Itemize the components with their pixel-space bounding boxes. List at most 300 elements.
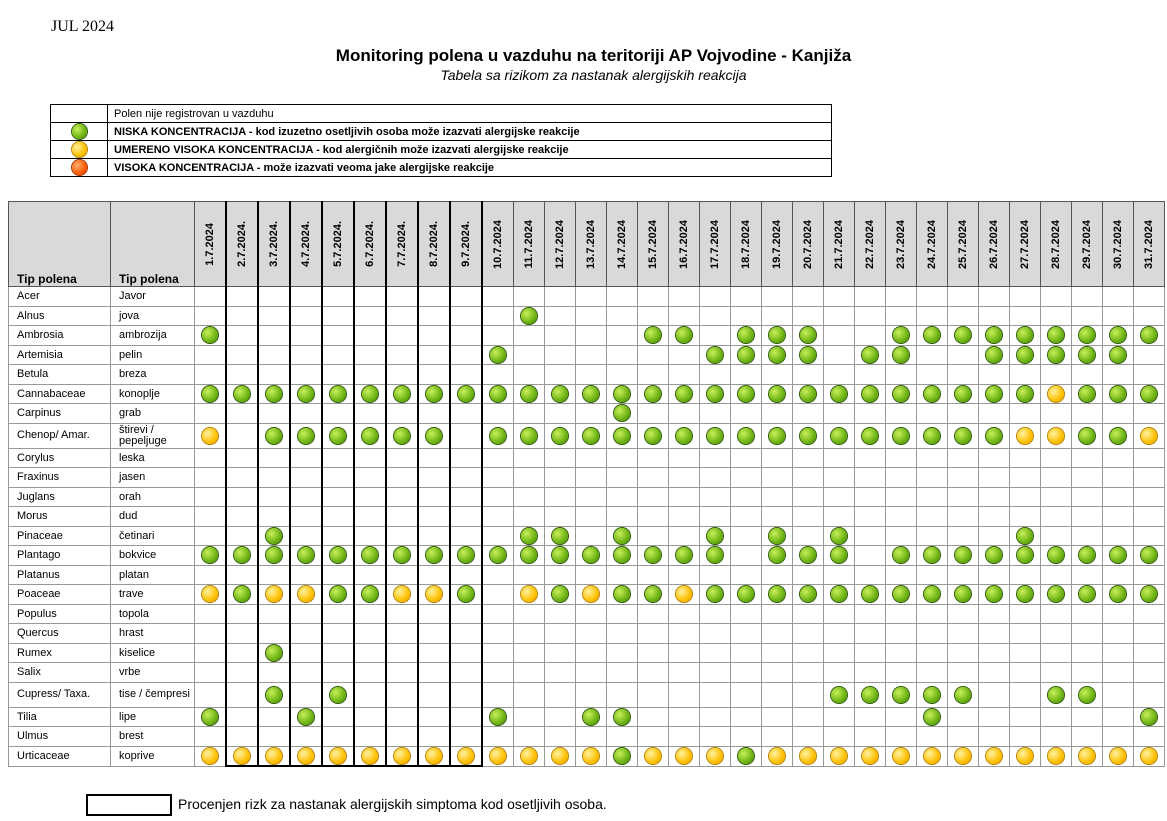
- risk-cell: [1041, 624, 1072, 644]
- risk-cell: [482, 365, 514, 385]
- risk-cell: [386, 727, 418, 747]
- risk-cell: [226, 604, 258, 624]
- risk-cell: [824, 423, 855, 448]
- risk-cell: [576, 326, 607, 346]
- risk-cell: [700, 345, 731, 365]
- risk-cell: [1072, 345, 1103, 365]
- risk-cell: [226, 468, 258, 488]
- risk-cell: [290, 326, 322, 346]
- date-header: [917, 202, 948, 287]
- green-dot-icon: [552, 386, 568, 402]
- green-dot-icon: [298, 428, 314, 444]
- risk-cell: [886, 707, 917, 727]
- pollen-local-name: breza: [111, 365, 195, 385]
- date-label: 15.7.2024: [647, 219, 659, 269]
- risk-cell: [1134, 287, 1165, 307]
- risk-cell: [1103, 604, 1134, 624]
- risk-cell: [1134, 326, 1165, 346]
- risk-cell: [195, 663, 227, 683]
- date-label: 6.7.2024.: [364, 221, 376, 267]
- risk-cell: [979, 404, 1010, 424]
- risk-cell: [1072, 487, 1103, 507]
- risk-cell: [226, 682, 258, 707]
- green-dot-icon: [893, 687, 909, 703]
- risk-cell: [545, 448, 576, 468]
- risk-cell: [700, 585, 731, 605]
- green-dot-icon: [266, 528, 282, 544]
- risk-cell: [482, 287, 514, 307]
- green-dot-icon: [362, 428, 378, 444]
- risk-cell: [979, 663, 1010, 683]
- green-dot-icon: [676, 428, 692, 444]
- risk-cell: [1010, 326, 1041, 346]
- date-label: 27.7.2024: [1019, 219, 1031, 269]
- risk-cell: [226, 624, 258, 644]
- risk-cell: [638, 287, 669, 307]
- green-dot-icon: [298, 709, 314, 725]
- risk-cell: [886, 682, 917, 707]
- date-header: [886, 202, 917, 287]
- risk-cell: [1134, 746, 1165, 766]
- risk-cell: [1041, 326, 1072, 346]
- risk-cell: [669, 384, 700, 404]
- risk-cell: [824, 604, 855, 624]
- green-dot-icon: [583, 428, 599, 444]
- risk-cell: [979, 507, 1010, 527]
- risk-cell: [948, 682, 979, 707]
- risk-cell: [450, 604, 482, 624]
- risk-cell: [762, 468, 793, 488]
- risk-cell: [855, 682, 886, 707]
- risk-cell: [886, 423, 917, 448]
- risk-cell: [886, 624, 917, 644]
- yellow-dot-icon: [234, 748, 250, 764]
- green-dot-icon: [1048, 586, 1064, 602]
- risk-cell: [1103, 682, 1134, 707]
- risk-cell: [1134, 546, 1165, 566]
- risk-cell: [607, 423, 638, 448]
- risk-cell: [607, 507, 638, 527]
- risk-cell: [195, 707, 227, 727]
- risk-cell: [290, 423, 322, 448]
- risk-cell: [917, 663, 948, 683]
- pollen-local-name: brest: [111, 727, 195, 747]
- risk-cell: [762, 345, 793, 365]
- risk-cell: [514, 526, 545, 546]
- date-header: [948, 202, 979, 287]
- legend-row-moderate: [51, 141, 832, 159]
- table-row: [9, 423, 1165, 448]
- risk-cell: [545, 404, 576, 424]
- risk-cell: [195, 604, 227, 624]
- risk-cell: [948, 624, 979, 644]
- risk-cell: [226, 585, 258, 605]
- risk-cell: [514, 404, 545, 424]
- risk-cell: [948, 604, 979, 624]
- green-dot-icon: [1079, 428, 1095, 444]
- date-label: 3.7.2024.: [268, 221, 280, 267]
- green-dot-icon: [831, 386, 847, 402]
- risk-cell: [1041, 287, 1072, 307]
- risk-cell: [418, 326, 450, 346]
- risk-cell: [1103, 546, 1134, 566]
- yellow-dot-icon: [1017, 428, 1033, 444]
- risk-cell: [669, 448, 700, 468]
- risk-cell: [1041, 345, 1072, 365]
- green-dot-icon: [1110, 547, 1126, 563]
- risk-cell: [354, 526, 386, 546]
- green-dot-icon: [521, 428, 537, 444]
- green-dot-icon: [955, 386, 971, 402]
- green-dot-icon: [202, 327, 218, 343]
- green-dot-icon: [924, 547, 940, 563]
- pollen-local-name: štirevi / pepeljuge: [111, 423, 195, 448]
- risk-cell: [418, 663, 450, 683]
- risk-cell: [607, 727, 638, 747]
- risk-cell: [1103, 365, 1134, 385]
- risk-cell: [1134, 507, 1165, 527]
- date-header: [979, 202, 1010, 287]
- risk-cell: [195, 468, 227, 488]
- risk-cell: [607, 287, 638, 307]
- green-dot-icon: [800, 386, 816, 402]
- risk-cell: [824, 546, 855, 566]
- yellow-dot-icon: [394, 586, 410, 602]
- risk-cell: [322, 663, 354, 683]
- risk-cell: [290, 546, 322, 566]
- risk-cell: [731, 707, 762, 727]
- green-dot-icon: [831, 528, 847, 544]
- green-dot-icon: [707, 528, 723, 544]
- risk-cell: [1134, 585, 1165, 605]
- pollen-latin-name: Poaceae: [9, 585, 111, 605]
- risk-cell: [1103, 565, 1134, 585]
- risk-cell: [226, 643, 258, 663]
- yellow-dot-icon: [298, 748, 314, 764]
- date-label: 20.7.2024: [802, 219, 814, 269]
- date-header: [545, 202, 576, 287]
- risk-cell: [576, 682, 607, 707]
- date-label: 24.7.2024: [926, 219, 938, 269]
- green-dot-icon: [330, 687, 346, 703]
- date-label: 26.7.2024: [988, 219, 1000, 269]
- date-header: [1041, 202, 1072, 287]
- risk-cell: [1134, 707, 1165, 727]
- risk-cell: [290, 682, 322, 707]
- risk-cell: [917, 384, 948, 404]
- risk-cell: [1103, 423, 1134, 448]
- yellow-dot-icon: [676, 748, 692, 764]
- risk-cell: [290, 643, 322, 663]
- risk-cell: [886, 565, 917, 585]
- risk-cell: [638, 365, 669, 385]
- risk-cell: [545, 526, 576, 546]
- risk-cell: [545, 423, 576, 448]
- risk-cell: [418, 448, 450, 468]
- risk-cell: [979, 585, 1010, 605]
- risk-cell: [1134, 682, 1165, 707]
- footnote: Procenjen rizk za nastanak alergijskih simptoma kod osetljivih osoba.: [178, 796, 607, 812]
- risk-cell: [322, 526, 354, 546]
- date-label: 21.7.2024: [833, 219, 845, 269]
- green-dot-icon: [955, 687, 971, 703]
- risk-cell: [762, 604, 793, 624]
- risk-cell: [638, 663, 669, 683]
- risk-cell: [1103, 727, 1134, 747]
- risk-cell: [886, 365, 917, 385]
- risk-cell: [195, 507, 227, 527]
- risk-cell: [917, 365, 948, 385]
- risk-cell: [482, 585, 514, 605]
- risk-cell: [793, 682, 824, 707]
- risk-cell: [514, 546, 545, 566]
- risk-cell: [1010, 663, 1041, 683]
- risk-cell: [1041, 365, 1072, 385]
- risk-cell: [824, 663, 855, 683]
- risk-cell: [1103, 326, 1134, 346]
- table-row: [9, 643, 1165, 663]
- risk-cell: [354, 565, 386, 585]
- risk-cell: [700, 384, 731, 404]
- risk-cell: [576, 287, 607, 307]
- risk-cell: [290, 565, 322, 585]
- green-dot-icon: [831, 687, 847, 703]
- risk-cell: [1103, 306, 1134, 326]
- risk-cell: [731, 384, 762, 404]
- risk-cell: [1103, 663, 1134, 683]
- risk-cell: [638, 624, 669, 644]
- risk-cell: [886, 507, 917, 527]
- green-dot-icon: [1141, 547, 1157, 563]
- risk-cell: [450, 423, 482, 448]
- risk-cell: [195, 404, 227, 424]
- risk-cell: [258, 487, 290, 507]
- risk-cell: [258, 682, 290, 707]
- risk-cell: [824, 306, 855, 326]
- risk-cell: [700, 306, 731, 326]
- risk-cell: [731, 345, 762, 365]
- risk-cell: [762, 404, 793, 424]
- risk-cell: [700, 624, 731, 644]
- risk-cell: [1134, 404, 1165, 424]
- risk-cell: [948, 287, 979, 307]
- risk-cell: [607, 663, 638, 683]
- date-header: [669, 202, 700, 287]
- risk-cell: [450, 365, 482, 385]
- risk-cell: [195, 423, 227, 448]
- date-header: [700, 202, 731, 287]
- risk-cell: [386, 487, 418, 507]
- risk-cell: [669, 746, 700, 766]
- yellow-dot-icon: [1141, 748, 1157, 764]
- risk-cell: [354, 287, 386, 307]
- risk-cell: [1041, 707, 1072, 727]
- risk-cell: [700, 423, 731, 448]
- risk-cell: [386, 448, 418, 468]
- green-dot-icon: [831, 547, 847, 563]
- table-row: [9, 663, 1165, 683]
- risk-cell: [290, 468, 322, 488]
- risk-cell: [607, 468, 638, 488]
- risk-cell: [793, 604, 824, 624]
- pollen-latin-name: Fraxinus: [9, 468, 111, 488]
- risk-cell: [638, 585, 669, 605]
- risk-cell: [793, 326, 824, 346]
- date-header: [195, 202, 227, 287]
- risk-cell: [824, 365, 855, 385]
- risk-cell: [793, 643, 824, 663]
- green-dot-icon: [955, 586, 971, 602]
- risk-cell: [793, 565, 824, 585]
- risk-cell: [226, 707, 258, 727]
- risk-cell: [1103, 287, 1134, 307]
- risk-cell: [195, 746, 227, 766]
- green-dot-icon: [1048, 687, 1064, 703]
- legend-text: NISKA KONCENTRACIJA - kod izuzetno osetljivih osoba može izazvati alergijske reakcije: [108, 123, 832, 141]
- risk-cell: [855, 604, 886, 624]
- risk-cell: [576, 423, 607, 448]
- risk-cell: [418, 624, 450, 644]
- date-header: [386, 202, 418, 287]
- risk-cell: [514, 306, 545, 326]
- green-dot-icon: [955, 428, 971, 444]
- risk-cell: [418, 526, 450, 546]
- risk-cell: [576, 384, 607, 404]
- green-dot-icon: [924, 428, 940, 444]
- risk-cell: [731, 746, 762, 766]
- yellow-dot-icon: [583, 586, 599, 602]
- risk-cell: [545, 746, 576, 766]
- risk-cell: [638, 507, 669, 527]
- risk-cell: [824, 507, 855, 527]
- risk-cell: [482, 326, 514, 346]
- risk-cell: [514, 746, 545, 766]
- risk-cell: [290, 746, 322, 766]
- risk-cell: [545, 682, 576, 707]
- risk-cell: [979, 326, 1010, 346]
- risk-cell: [793, 707, 824, 727]
- yellow-dot-icon: [266, 586, 282, 602]
- date-label: 10.7.2024: [492, 219, 504, 269]
- risk-cell: [450, 384, 482, 404]
- risk-cell: [824, 448, 855, 468]
- risk-cell: [979, 643, 1010, 663]
- risk-cell: [824, 624, 855, 644]
- risk-cell: [1134, 306, 1165, 326]
- risk-cell: [886, 727, 917, 747]
- risk-cell: [576, 468, 607, 488]
- risk-cell: [576, 345, 607, 365]
- risk-cell: [917, 727, 948, 747]
- date-label: 5.7.2024.: [332, 221, 344, 267]
- risk-cell: [1010, 565, 1041, 585]
- risk-cell: [290, 384, 322, 404]
- green-dot-icon: [1110, 386, 1126, 402]
- risk-cell: [607, 345, 638, 365]
- risk-cell: [855, 423, 886, 448]
- risk-cell: [545, 624, 576, 644]
- risk-cell: [886, 585, 917, 605]
- risk-cell: [545, 287, 576, 307]
- green-dot-icon: [676, 327, 692, 343]
- risk-cell: [700, 404, 731, 424]
- yellow-dot-icon: [1048, 386, 1064, 402]
- risk-cell: [322, 345, 354, 365]
- risk-cell: [948, 565, 979, 585]
- yellow-dot-icon: [769, 748, 785, 764]
- risk-cell: [700, 546, 731, 566]
- risk-cell: [322, 468, 354, 488]
- risk-cell: [258, 746, 290, 766]
- risk-cell: [195, 546, 227, 566]
- risk-cell: [824, 746, 855, 766]
- risk-cell: [762, 643, 793, 663]
- risk-cell: [1103, 507, 1134, 527]
- risk-cell: [226, 746, 258, 766]
- risk-cell: [700, 707, 731, 727]
- risk-cell: [322, 365, 354, 385]
- risk-cell: [258, 663, 290, 683]
- yellow-dot-icon: [72, 142, 87, 157]
- yellow-dot-icon: [426, 748, 442, 764]
- risk-cell: [979, 287, 1010, 307]
- risk-cell: [1041, 526, 1072, 546]
- risk-cell: [669, 423, 700, 448]
- pollen-latin-name: Chenop/ Amar.: [9, 423, 111, 448]
- risk-cell: [762, 585, 793, 605]
- risk-cell: [290, 526, 322, 546]
- risk-cell: [482, 487, 514, 507]
- risk-cell: [917, 585, 948, 605]
- risk-cell: [607, 384, 638, 404]
- table-header-row: [9, 202, 1165, 287]
- risk-cell: [1072, 643, 1103, 663]
- risk-cell: [482, 565, 514, 585]
- risk-cell: [700, 287, 731, 307]
- risk-cell: [1010, 487, 1041, 507]
- green-dot-icon: [458, 386, 474, 402]
- risk-cell: [700, 468, 731, 488]
- risk-cell: [731, 468, 762, 488]
- risk-cell: [482, 624, 514, 644]
- risk-cell: [1041, 306, 1072, 326]
- risk-cell: [354, 624, 386, 644]
- risk-cell: [700, 326, 731, 346]
- green-dot-icon: [738, 327, 754, 343]
- pollen-local-name: bokvice: [111, 546, 195, 566]
- green-dot-icon: [707, 347, 723, 363]
- risk-cell: [948, 487, 979, 507]
- risk-cell: [322, 707, 354, 727]
- risk-cell: [1041, 404, 1072, 424]
- risk-cell: [607, 326, 638, 346]
- risk-cell: [1134, 345, 1165, 365]
- green-dot-icon: [266, 547, 282, 563]
- risk-cell: [450, 345, 482, 365]
- risk-cell: [669, 326, 700, 346]
- green-dot-icon: [266, 687, 282, 703]
- risk-cell: [948, 526, 979, 546]
- risk-cell: [195, 384, 227, 404]
- date-header: [418, 202, 450, 287]
- risk-cell: [762, 448, 793, 468]
- pollen-latin-name: Pinaceae: [9, 526, 111, 546]
- risk-cell: [1041, 643, 1072, 663]
- risk-cell: [607, 565, 638, 585]
- date-label: 18.7.2024: [740, 219, 752, 269]
- pollen-latin-name: Corylus: [9, 448, 111, 468]
- risk-cell: [226, 727, 258, 747]
